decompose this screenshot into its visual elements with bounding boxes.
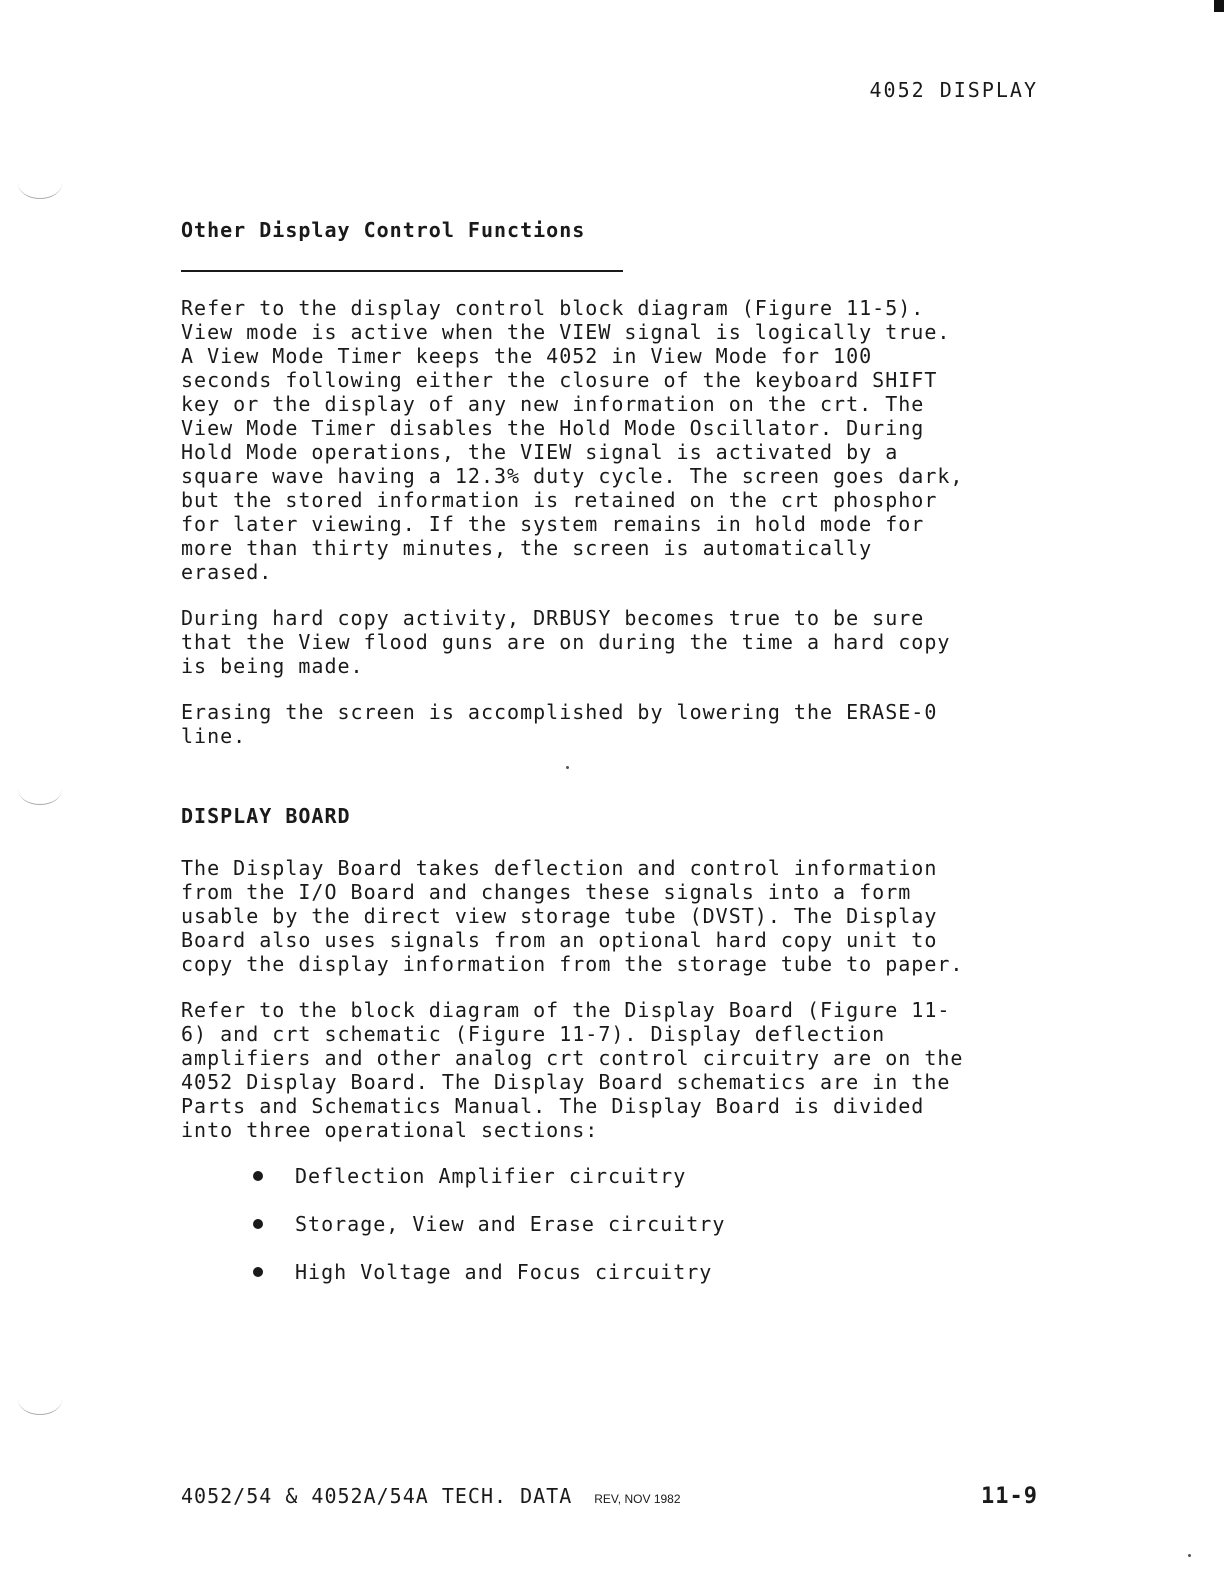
- punch-hole-mark: [18, 168, 62, 199]
- paragraph-erasing: Erasing the screen is accomplished by lowering the ERASE-0 line.: [181, 700, 938, 748]
- footer-doc-title: 4052/54 & 4052A/54A TECH. DATA: [181, 1484, 573, 1508]
- list-item-text: High Voltage and Focus circuitry: [295, 1260, 713, 1284]
- punch-hole-mark: [18, 1384, 62, 1415]
- operational-sections-list: [253, 1164, 1061, 1284]
- section-heading-display-board: DISPLAY BOARD: [181, 804, 351, 828]
- paragraph-hard-copy: During hard copy activity, DRBUSY becomes true to be sure that the View flood guns are on during the time a hard copy is being made.: [181, 606, 951, 678]
- list-item-text: Storage, View and Erase circuitry: [295, 1212, 726, 1236]
- scan-speck: [1188, 1554, 1191, 1557]
- paragraph-display-board-intro: The Display Board takes deflection and control information from the I/O Board and changes these signals into a form usable by the direct view storage tube (DVST). The Display Board also uses signals from an optional hard copy unit to copy the display information from the storage tube to paper.: [181, 856, 964, 976]
- running-header: 4052 DISPLAY: [869, 78, 1038, 102]
- list-item-text: Deflection Amplifier circuitry: [295, 1164, 687, 1188]
- main-content: [181, 218, 1061, 1308]
- paragraph-view-mode: Refer to the display control block diagram (Figure 11-5). View mode is active when the VIEW signal is logically true. A View Mode Timer keeps the 4052 in View Mode for 100 seconds following either the closure of the keyboard SHIFT key or the display of any new information on the crt. The View Mode Timer disables the Hold Mode Oscillator. During Hold Mode operations, the VIEW signal is activated by a square wave having a 12.3% duty cycle. The screen goes dark, but the stored information is retained on the crt phosphor for later viewing. If the system remains in hold mode for more than thirty minutes, the screen is automatically erased.: [181, 296, 964, 584]
- list-item: [253, 1212, 1061, 1236]
- bullet-icon: [253, 1267, 263, 1277]
- list-item: [253, 1260, 1061, 1284]
- heading-underline: [181, 270, 623, 272]
- paragraph-display-board-sections: Refer to the block diagram of the Display Board (Figure 11- 6) and crt schematic (Figure 11-7). Display deflection amplifiers and other analog crt control circuitry are on the 4052 Display Board. The Display Board schematics are in the Parts and Schematics Manual. The Display Board is divided into three operational sections:: [181, 998, 964, 1142]
- scan-corner-mark: [1214, 0, 1224, 12]
- section-heading-other-display-control: Other Display Control Functions: [181, 218, 586, 242]
- list-item: [253, 1164, 1061, 1188]
- page-footer: [181, 1484, 681, 1508]
- bullet-icon: [253, 1219, 263, 1229]
- bullet-icon: [253, 1171, 263, 1181]
- punch-hole-mark: [18, 774, 62, 805]
- footer-revision: REV, NOV 1982: [594, 1492, 681, 1506]
- page-number: 11-9: [981, 1484, 1038, 1509]
